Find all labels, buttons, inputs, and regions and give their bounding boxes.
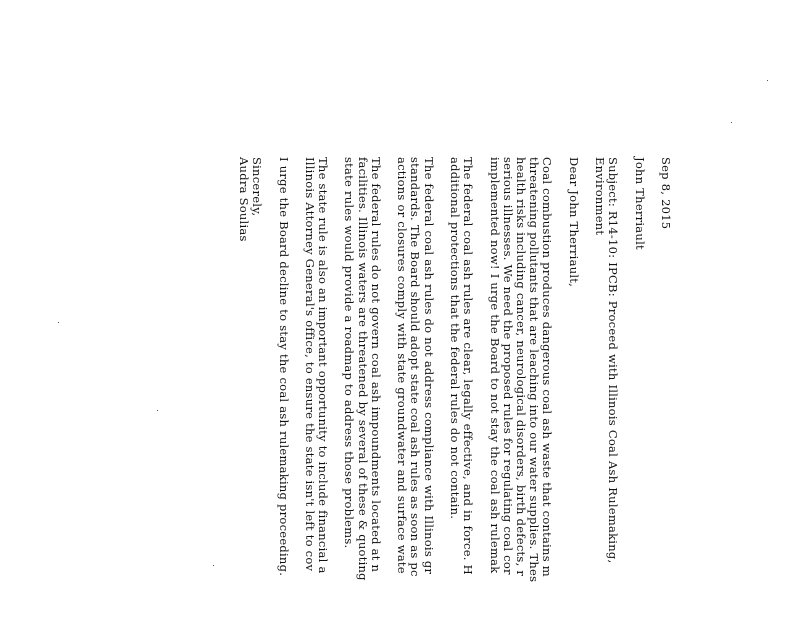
letter-subject-line-1: Subject: R14-10: IPCB: Proceed with Illinois Coal Ash Rulemaking, <box>606 157 621 564</box>
para1-line: serious illnesses. We need the proposed rules for regulating coal cor <box>500 157 515 575</box>
letter-signature: Audra Soulias <box>237 157 251 242</box>
spacer <box>646 157 659 618</box>
para2-line: additional protections that the federal rules do not contain. <box>448 157 462 520</box>
spacer <box>263 157 276 618</box>
letter-closing: Sincerely, <box>250 157 265 217</box>
scan-speck <box>731 122 732 123</box>
para5-line: Illinois Attorney General's office, to ensure the state isn't left to cov <box>302 157 317 572</box>
para5-line: The state rule is also an important opportunity to include financial a <box>316 157 331 574</box>
spacer <box>474 157 487 618</box>
para1-line: threatening pollutants that are leaching into our water supplies. Thes <box>527 157 542 583</box>
para3-line: standards. The Board should adopt state coal ash rules as soon as pc <box>408 157 423 577</box>
para3-line: The federal coal ash rules do not address compliance with Illinois gr <box>421 157 436 575</box>
para4-line: state rules would provide a roadmap to address those problems. <box>342 157 357 549</box>
para4-line: The federal rules do not govern coal ash impoundments located at n <box>368 157 383 573</box>
spacer <box>619 157 632 618</box>
para4-line: facilities. Illinois waters are threatened by several of these & quoting <box>355 157 370 581</box>
letter-subject-line-2: Environment <box>593 157 608 236</box>
para1-line: health risks including cancer, neurological disorders, birth defects, r <box>513 157 528 577</box>
para1-line: Coal combustion produces dangerous coal ash waste that contains m <box>540 157 555 577</box>
spacer <box>553 157 566 618</box>
scan-speck <box>58 322 59 323</box>
spacer <box>382 157 395 618</box>
spacer <box>435 157 448 618</box>
spacer <box>329 157 342 618</box>
spacer <box>290 157 303 618</box>
para2-line: The federal coal ash rules are clear, legally effective, and in force. H <box>461 157 476 575</box>
rotated-letter <box>237 157 672 618</box>
para6-line: I urge the Board decline to stay the coal ash rulemaking proceeding. <box>276 157 291 577</box>
scan-speck <box>157 410 158 411</box>
letter-salutation: Dear John Therriault, <box>566 157 581 288</box>
letter-recipient: John Therriault <box>632 157 647 250</box>
para1-line: implemented now! I urge the Board to not stay the coal ash rulemak <box>487 157 502 574</box>
spacer <box>580 157 593 618</box>
letter-date: Sep 8, 2015 <box>659 157 673 230</box>
para3-line: actions or closures comply with state groundwater and surface wate <box>395 157 410 574</box>
scan-speck <box>213 565 214 566</box>
scan-speck <box>767 80 768 81</box>
